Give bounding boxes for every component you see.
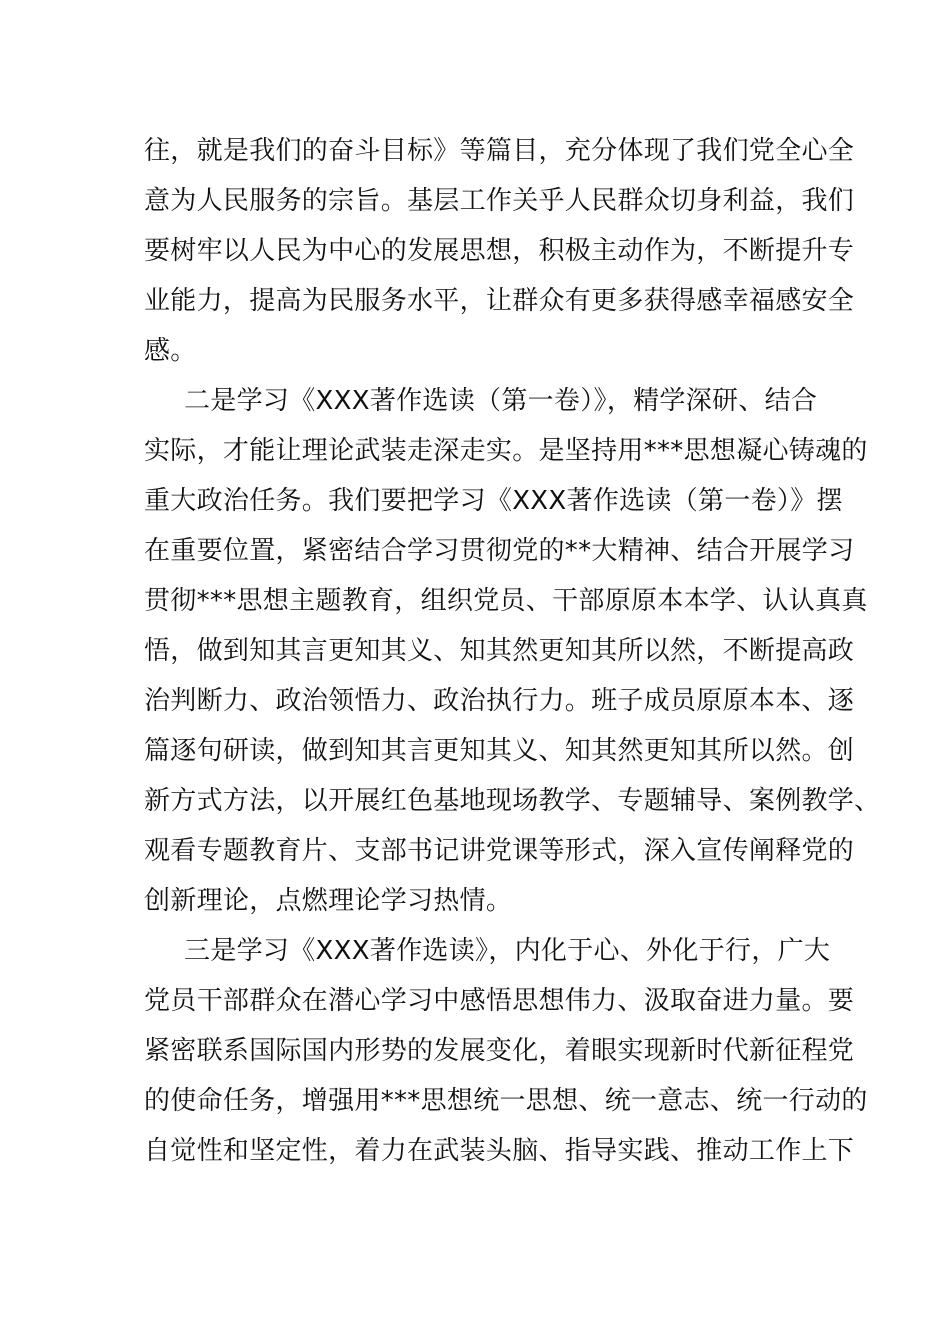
paragraph-first-line: 二是学习《XXX著作选读（第一卷）》，精学深研、结合 [184, 386, 818, 416]
text-line: 实际，才能让理论武装走深走实。是坚持用***思想凝心铸魂的 [144, 436, 868, 466]
text-line: 业能力，提高为民服务水平，让群众有更多获得感幸福感安全 [144, 286, 855, 316]
text-line: 创新理论，点燃理论学习热情。 [144, 886, 513, 916]
text-line: 意为人民服务的宗旨。基层工作关乎人民群众切身利益，我们 [144, 186, 855, 216]
text-line: 悟，做到知其言更知其义、知其然更知其所以然，不断提高政 [144, 636, 855, 666]
text-line: 贯彻***思想主题教育，组织党员、干部原原本本学、认认真真 [144, 586, 868, 616]
text-line: 紧密联系国际国内形势的发展变化，着眼实现新时代新征程党 [144, 1036, 855, 1066]
text-line: 篇逐句研读，做到知其言更知其义、知其然更知其所以然。创 [144, 736, 855, 766]
text-line: 自觉性和坚定性，着力在武装头脑、指导实践、推动工作上下 [144, 1136, 855, 1166]
text-line: 在重要位置，紧密结合学习贯彻党的**大精神、结合开展学习 [144, 536, 855, 566]
text-line: 感。 [144, 336, 197, 366]
text-line: 的使命任务，增强用***思想统一思想、统一意志、统一行动的 [144, 1086, 868, 1116]
text-line: 观看专题教育片、支部书记讲党课等形式，深入宣传阐释党的 [144, 836, 855, 866]
text-line: 新方式方法，以开展红色基地现场教学、专题辅导、案例教学、 [144, 786, 881, 816]
text-line: 治判断力、政治领悟力、政治执行力。班子成员原原本本、逐 [144, 686, 855, 716]
text-line: 往，就是我们的奋斗目标》等篇目，充分体现了我们党全心全 [144, 136, 855, 166]
text-line: 党员干部群众在潜心学习中感悟思想伟力、汲取奋进力量。要 [144, 986, 855, 1016]
text-line: 重大政治任务。我们要把学习《XXX著作选读（第一卷）》摆 [144, 486, 843, 516]
text-line: 要树牢以人民为中心的发展思想，积极主动作为，不断提升专 [144, 236, 855, 266]
paragraph-first-line: 三是学习《XXX著作选读》，内化于心、外化于行，广大 [184, 936, 831, 966]
